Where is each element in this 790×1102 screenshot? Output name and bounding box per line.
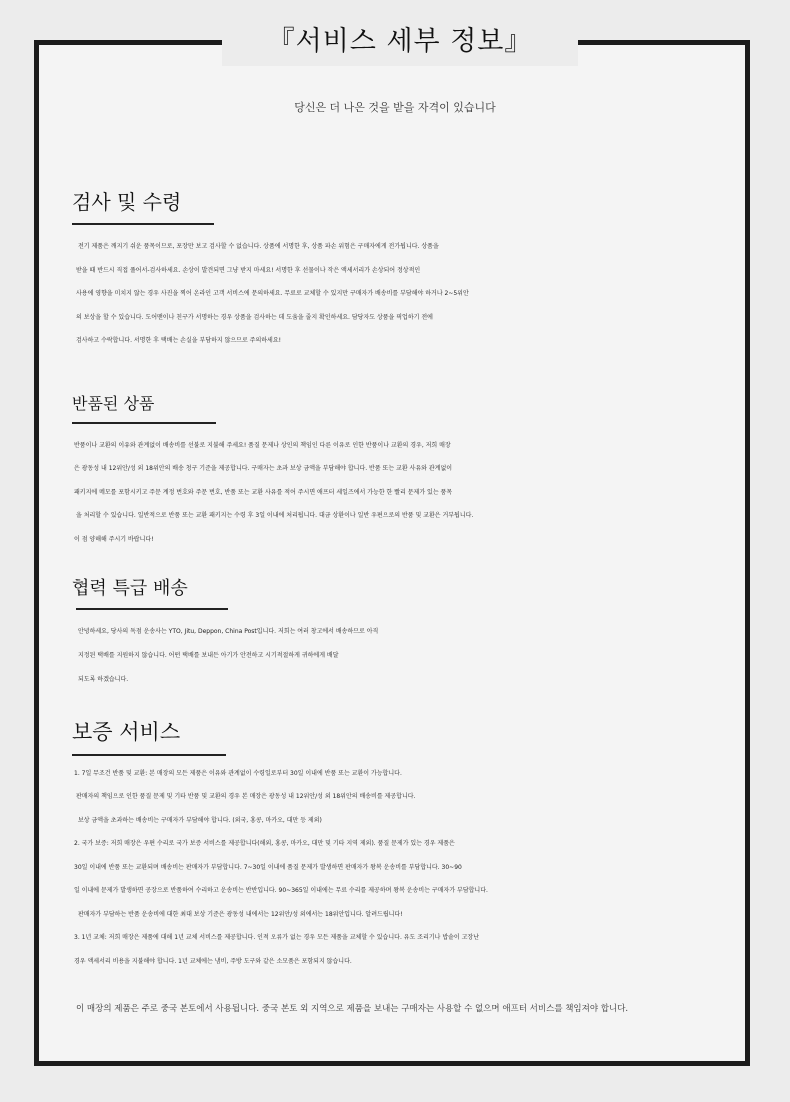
section-divider xyxy=(72,422,216,424)
section-divider xyxy=(72,754,226,756)
section-heading: 반품된 상품 xyxy=(72,394,155,413)
paragraph-line: 이 점 양해해 주시기 바랍니다! xyxy=(74,535,154,543)
footer-notice: 이 매장의 제품은 주로 중국 본토에서 사용됩니다. 중국 본토 외 지역으로 제품을 보내는 구매자는 사용할 수 없으며 애프터 서비스를 책임져야 합니다. xyxy=(76,1004,629,1014)
section-divider xyxy=(76,608,228,610)
paragraph-line: 패키지에 메모를 포함시키고 주문 계정 번호와 주문 번호, 반품 또는 교환 사유를 적어 주시면 애프터 세일즈에서 가능한 한 빨리 문제가 있는 품목 xyxy=(74,488,453,496)
paragraph-line: 경우 액세서리 비용을 지불해야 합니다. 1년 교체에는 냄비, 주방 도구와 같은 소모품은 포함되지 않습니다. xyxy=(74,957,352,965)
paragraph-line: 1. 7일 무조건 반품 및 교환: 본 매장의 모든 제품은 이유와 관계없이 수령일로부터 30일 이내에 반품 또는 교환이 가능합니다. xyxy=(74,769,402,777)
paragraph-line: 검사하고 수락합니다. 서명한 후 택배는 손실을 부담하지 않으므로 주의하세요! xyxy=(76,337,282,344)
paragraph-line: 안녕하세요, 당사의 독점 운송사는 YTO, Jitu, Deppon, China Post입니다. 저희는 여러 창고에서 배송하므로 아직 xyxy=(78,627,379,635)
section-divider xyxy=(72,223,214,225)
page-title: 『서비스 세부 정보』 xyxy=(267,26,533,57)
paragraph-line: 판매자가 부담하는 반품 운송비에 대한 최대 보상 기준은 광동성 내에서는 12위안/성 외에서는 18위안입니다. 알려드립니다! xyxy=(78,910,403,918)
paragraph-line: 사용에 영향을 미치지 않는 경우 사진을 찍어 온라인 고객 서비스에 문의하세요. 무료로 교체할 수 있지만 구매자가 배송비를 부담해야 하거나 2~5위안 xyxy=(76,290,469,297)
paragraph-line: 지정된 택배를 지원하지 않습니다. 어떤 택배를 보내든 아기가 안전하고 시기적절하게 귀하에게 배달 xyxy=(78,651,339,659)
paragraph-line: 반품이나 교환의 이유와 관계없이 배송비를 선불로 지불해 주세요! 품질 문제나 상인의 책임인 다른 이유로 인한 반품이나 교환의 경우, 저희 매장 xyxy=(74,441,451,449)
paragraph-line: 보상 금액을 초과하는 배송비는 구매자가 부담해야 합니다. (외국, 홍콩, 마카오, 대만 등 제외) xyxy=(78,816,322,824)
paragraph-line: 을 처리할 수 있습니다. 일반적으로 반품 또는 교환 패키지는 수령 후 3일 이내에 처리됩니다. 대금 상환이나 일반 우편으로의 반품 및 교환은 거부됩니다. xyxy=(76,512,474,519)
section-heading: 보증 서비스 xyxy=(72,720,181,744)
page-subtitle: 당신은 더 나은 것을 받을 자격이 있습니다 xyxy=(294,101,496,114)
paragraph-line: 받을 때 반드시 직접 풀어서-검사하세요. 손상이 발견되면 그냥 받지 마세요! 서명한 후 선물이나 작은 액세서리가 손상되어 정상적인 xyxy=(76,266,421,274)
title-banner xyxy=(222,18,578,66)
paragraph-line: 30일 이내에 반품 또는 교환되며 배송비는 판매자가 부담합니다. 7~30일 이내에 품질 문제가 발생하면 판매자가 왕복 운송비를 부담합니다. 30~90 xyxy=(74,863,462,871)
paragraph-line: 3. 1년 교체: 저희 매장은 제품에 대해 1년 교체 서비스를 제공합니다. 인적 오류가 없는 경우 모든 제품을 교체할 수 있습니다. 유도 조리기나 밥솥이 고장난 xyxy=(74,934,480,941)
section-inspection xyxy=(72,186,732,353)
paragraph-line: 은 광동성 내 12위안/성 외 18위안의 배송 청구 기준을 제공합니다. 구매자는 초과 보상 금액을 부담해야 합니다. 반품 또는 교환 사유와 관계없이 xyxy=(74,465,453,472)
section-heading: 협력 특급 배송 xyxy=(72,578,188,599)
section-courier xyxy=(72,574,732,692)
paragraph-line: 의 보상을 할 수 있습니다. 도어맨이나 친구가 서명하는 경우 상품을 검사하는 데 도움을 줄지 확인하세요. 담당자도 상품을 픽업하기 전에 xyxy=(76,313,433,321)
paragraph-line: 전기 제품은 깨지기 쉬운 품목이므로, 포장만 보고 검사할 수 없습니다. 상품에 서명한 후, 상품 파손 위험은 구매자에게 전가됩니다. 상품을 xyxy=(78,243,439,250)
paragraph-line: 판매자의 책임으로 인한 품질 문제 및 기타 반품 및 교환의 경우 본 매장은 광동성 내 12위안/성 외 18위안의 배송비를 제공합니다. xyxy=(76,793,416,800)
section-warranty xyxy=(72,716,732,973)
paragraph-line: 2. 국가 보증: 저희 매장은 우편 수리로 국가 보증 서비스를 제공합니다(해외, 홍콩, 마카오, 대만 및 기타 지역 제외). 품질 문제가 있는 경우 제품은 xyxy=(74,840,455,847)
section-heading: 검사 및 수령 xyxy=(72,190,182,214)
paragraph-line: 일 이내에 문제가 발생하면 공장으로 반품하여 수리하고 운송비는 반반입니다. 90~365일 이내에는 무료 수리를 제공하며 왕복 운송비는 구매자가 부담합니다. xyxy=(74,887,488,894)
paragraph-line: 되도록 하겠습니다. xyxy=(78,675,129,683)
section-returns xyxy=(72,391,732,551)
